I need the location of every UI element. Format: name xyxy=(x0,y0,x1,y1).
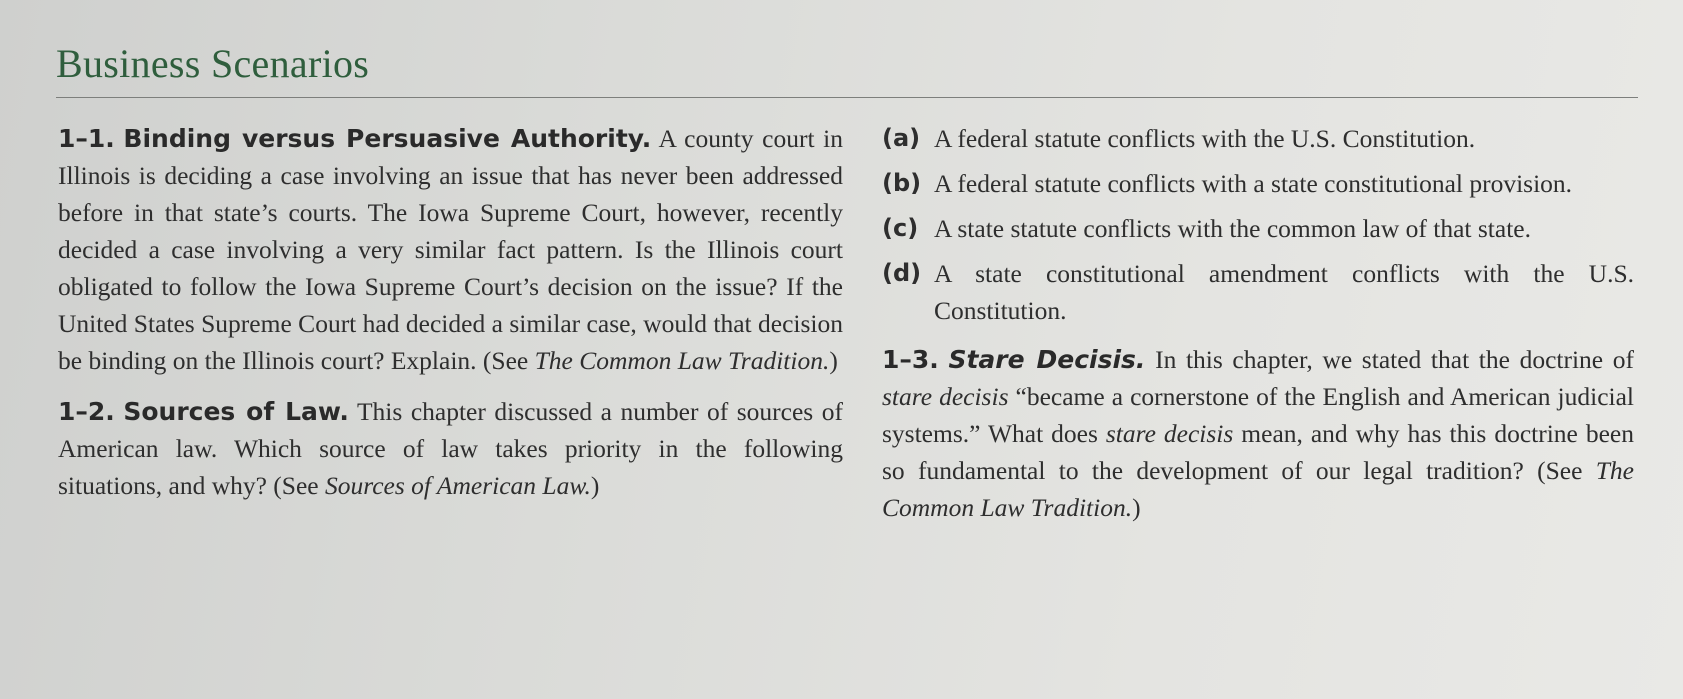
situation-text-a: A federal statute conflicts with the U.S. Constitution. xyxy=(934,124,1476,153)
problem-1-2-title: Sources of Law. xyxy=(123,397,349,426)
problem-1-2-body: This chapter discussed a number of sources of American law. Which source of law takes priority in the following situations, and why? (See xyxy=(58,397,844,500)
problem-1-3-body-3: mean, and why has this doctrine been so fundamental to the development of our legal tradition? (See xyxy=(882,419,1634,485)
situation-item-a xyxy=(882,120,1634,157)
problem-1-1-ref-close: ) xyxy=(829,346,838,375)
problem-1-1-body: A county court in Illinois is deciding a case involving an issue that has never been addressed before in that state’s courts. The Iowa Supreme Court, however, recently decided a case involving a very similar fact pattern. Is the Illinois court obligated to follow the Iowa Supreme Court’s decision on the issue? If the United States Supreme Court had decided a similar case, would that decision be binding on the Illinois court? Explain. (See xyxy=(58,124,844,375)
left-column xyxy=(58,120,843,504)
problem-1-3-body-1: In this chapter, we stated that the doctrine of xyxy=(1155,345,1634,374)
problem-1-1-title: Binding versus Persuasive Authority. xyxy=(123,124,652,153)
situation-label-d: (d) xyxy=(882,259,922,287)
situation-item-b xyxy=(882,165,1634,202)
section-heading: Business Scenarios xyxy=(56,41,370,86)
problem-1-1-number: 1–1. xyxy=(58,124,115,153)
situation-text-d: A state constitutional amendment conflicts with the U.S. Constitution. xyxy=(934,259,1634,325)
problem-1-3-body-2: “became a cornerstone of the English and American judicial systems.” What does xyxy=(882,382,1634,448)
problem-1-2-reference: Sources of American Law. xyxy=(325,471,591,500)
situation-text-b: A federal statute conflicts with a state constitutional provision. xyxy=(934,169,1573,198)
situation-label-b: (b) xyxy=(882,169,922,197)
problem-1-3-ref-close: ) xyxy=(1132,493,1141,522)
right-column xyxy=(882,120,1634,526)
problem-1-2 xyxy=(58,393,843,504)
problem-1-3 xyxy=(882,341,1634,526)
problem-1-3-term-1: stare decisis xyxy=(882,382,1009,411)
situation-label-c: (c) xyxy=(882,214,919,242)
situation-item-c xyxy=(882,210,1634,247)
situation-item-d xyxy=(882,255,1634,329)
problem-1-2-ref-close: ) xyxy=(590,471,600,500)
problem-1-3-reference: The Common Law Tradition. xyxy=(882,456,1634,522)
problem-1-1-reference: The Common Law Tradition. xyxy=(534,346,830,375)
problem-1-2-number: 1–2. xyxy=(58,397,115,426)
situation-label-a: (a) xyxy=(882,124,921,152)
problem-1-3-term-2: stare decisis xyxy=(1105,419,1234,448)
situation-text-c: A state statute conflicts with the common law of that state. xyxy=(934,214,1531,243)
problem-1-3-number: 1–3. xyxy=(882,345,939,374)
problem-1-1 xyxy=(58,120,843,379)
problem-1-3-title: Stare Decisis. xyxy=(948,345,1146,374)
heading-rule xyxy=(56,97,1638,98)
